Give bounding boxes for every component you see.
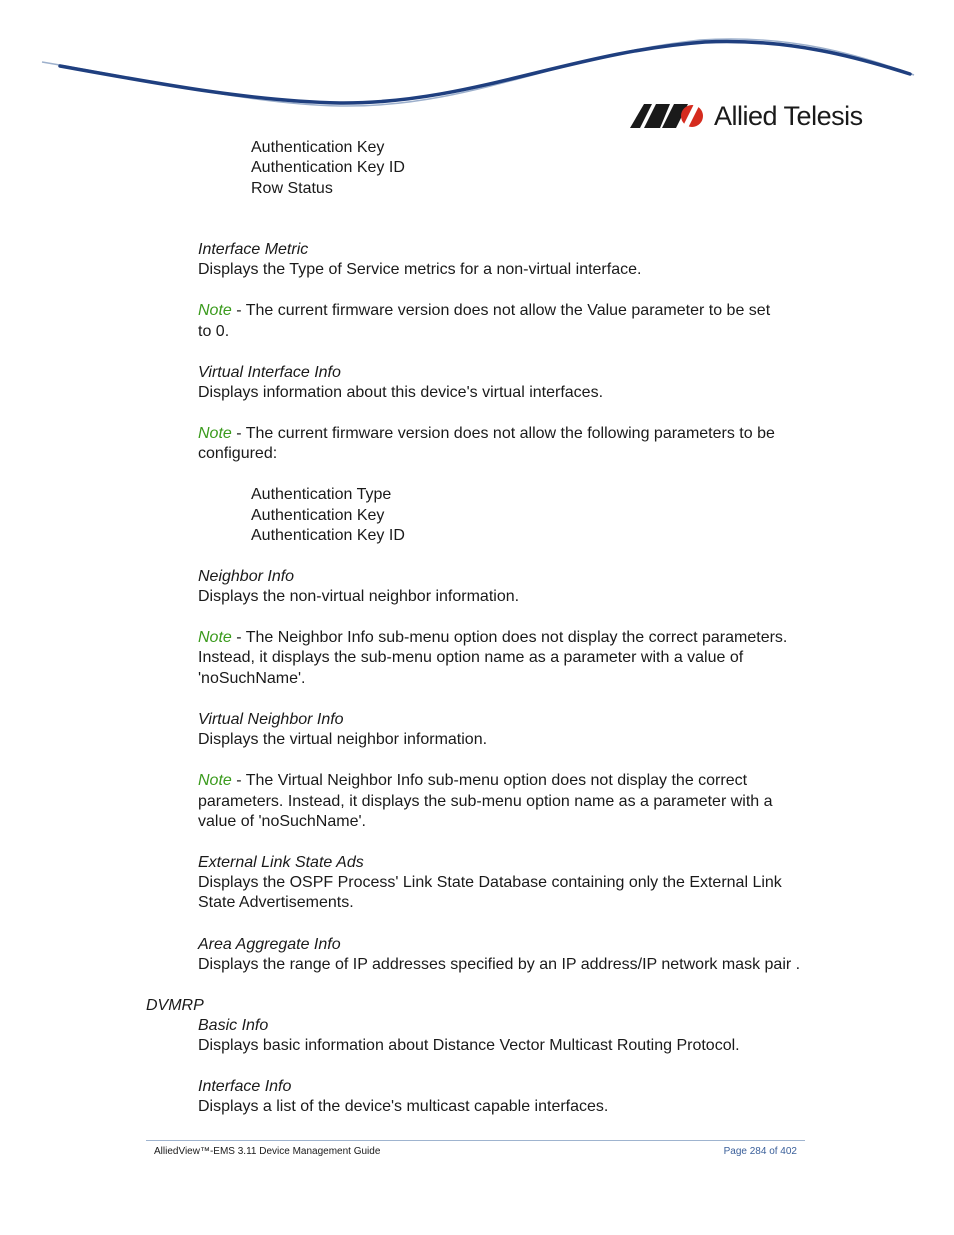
section-title-virtual-interface-info: Virtual Interface Info — [198, 364, 341, 381]
section-desc: Displays the OSPF Process' Link State Database containing only the External Link — [198, 874, 782, 891]
list-item: Authentication Key ID — [251, 159, 405, 176]
note-line: 'noSuchName'. — [198, 670, 306, 687]
list-item: Authentication Key ID — [251, 527, 405, 544]
list-item: Authentication Type — [251, 486, 392, 503]
logo-mark-icon — [630, 104, 706, 128]
section-title-interface-metric: Interface Metric — [198, 241, 309, 258]
note-label: Note — [198, 425, 232, 442]
section-desc: Displays basic information about Distance Vector Multicast Routing Protocol. — [198, 1037, 740, 1054]
section-desc: Displays the Type of Service metrics for a non-virtual interface. — [198, 261, 642, 278]
note-line: configured: — [198, 445, 278, 462]
allied-telesis-logo — [630, 100, 863, 132]
note-line: value of 'noSuchName'. — [198, 813, 366, 830]
list-item: Authentication Key — [251, 507, 385, 524]
note-line: Instead, it displays the sub-menu option name as a parameter with a value of — [198, 649, 744, 666]
list-item: Row Status — [251, 180, 333, 197]
list-item: Authentication Key — [251, 139, 385, 156]
note-paragraph: Note - The current firmware version does not allow the following parameters to be — [198, 425, 775, 442]
section-title-virtual-neighbor-info: Virtual Neighbor Info — [198, 711, 344, 728]
note-paragraph: Note - The current firmware version does not allow the Value parameter to be set — [198, 302, 771, 319]
note-paragraph: Note - The Neighbor Info sub-menu option does not display the correct parameters. — [198, 629, 788, 646]
section-title-area-aggregate-info: Area Aggregate Info — [198, 936, 341, 953]
note-line: parameters. Instead, it displays the sub-menu option name as a parameter with a — [198, 793, 773, 810]
section-desc: Displays a list of the device's multicast capable interfaces. — [198, 1098, 609, 1115]
section-title-external-link-state-ads: External Link State Ads — [198, 854, 364, 871]
footer-divider — [146, 1140, 805, 1141]
section-title-basic-info: Basic Info — [198, 1017, 269, 1034]
note-label: Note — [198, 772, 232, 789]
footer-page-number: Page 284 of 402 — [723, 1146, 797, 1157]
section-desc: State Advertisements. — [198, 894, 354, 911]
section-title-neighbor-info: Neighbor Info — [198, 568, 295, 585]
note-label: Note — [198, 629, 232, 646]
note-line: to 0. — [198, 323, 230, 340]
section-desc: Displays the virtual neighbor information. — [198, 731, 488, 748]
logo-text: Allied Telesis — [714, 101, 863, 131]
note-paragraph: Note - The Virtual Neighbor Info sub-menu option does not display the correct — [198, 772, 748, 789]
section-desc: Displays the non-virtual neighbor information. — [198, 588, 520, 605]
section-title-interface-info: Interface Info — [198, 1078, 292, 1095]
section-desc: Displays the range of IP addresses specified by an IP address/IP network mask pair . — [198, 956, 801, 973]
note-label: Note — [198, 302, 232, 319]
footer-doc-title: AlliedView™-EMS 3.11 Device Management Guide — [154, 1146, 381, 1157]
section-desc: Displays information about this device's virtual interfaces. — [198, 384, 604, 401]
heading-dvmrp: DVMRP — [146, 997, 204, 1014]
